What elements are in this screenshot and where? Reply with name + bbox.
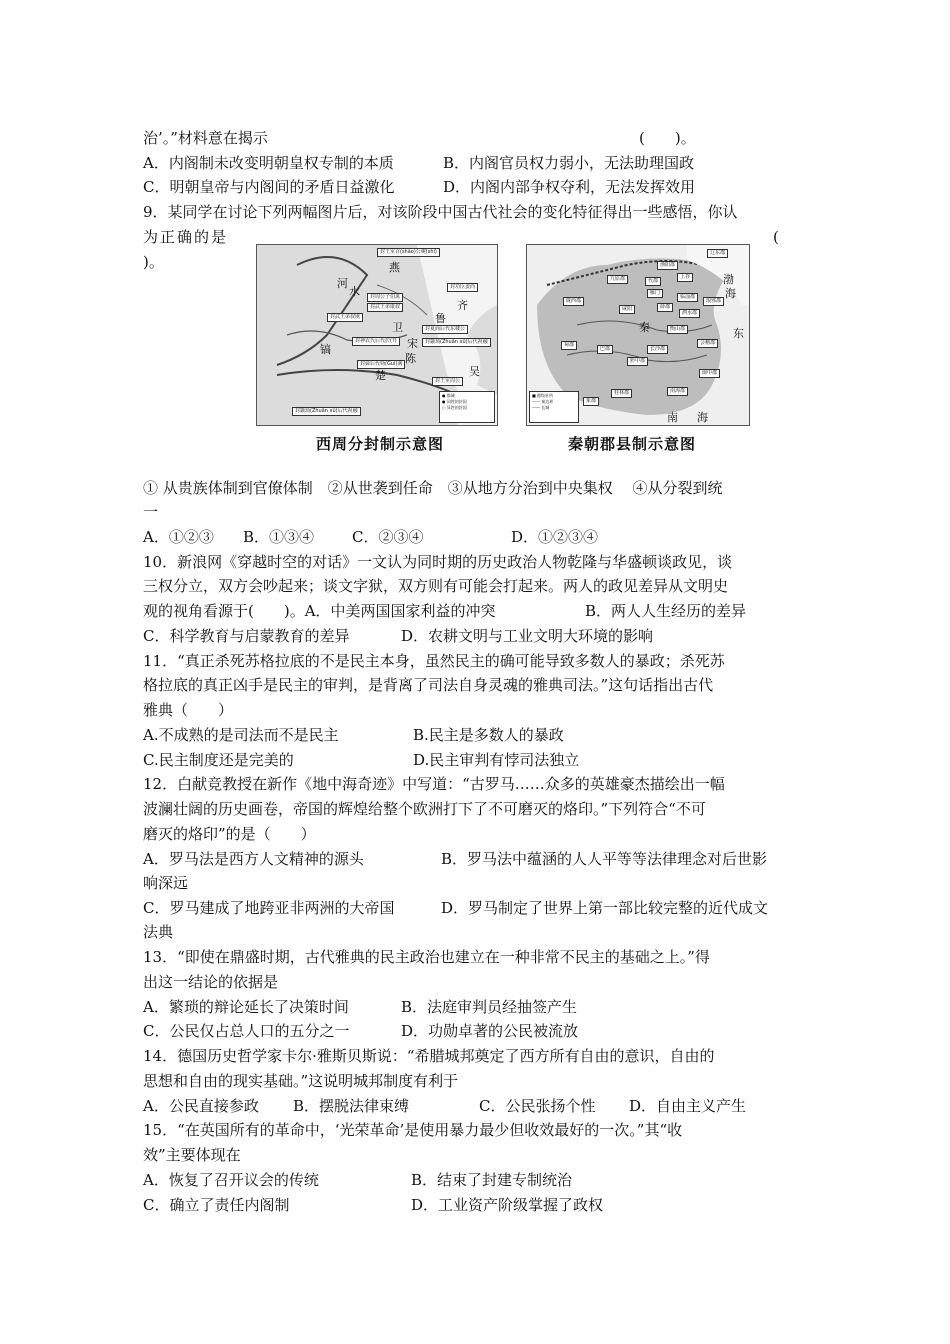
q12-options-ab — [143, 849, 768, 869]
q9-option-a: A．①②③ — [143, 528, 214, 546]
map1-region: 卫 — [392, 321, 403, 334]
q12-options-cd — [143, 898, 769, 918]
q12-option-b: B．罗马法中蕴涵的人人平等等法律理念对后世影 — [441, 850, 768, 868]
q12-line1: 12．白献竞教授在新作《地中海奇迹》中写道：“古罗马……众多的英雄豪杰描绘出一幅 — [143, 775, 725, 793]
western-zhou-map — [256, 244, 498, 426]
q12-option-d: D．罗马制定了世界上第一部比较完整的近代成文 — [441, 899, 769, 917]
q15-line2: 效”主要体现在 — [143, 1146, 241, 1164]
q9-option-d: D．①②③④ — [511, 528, 599, 546]
q12-option-a: A．罗马法是西方人文精神的源头 — [143, 850, 364, 868]
map2-label: 桂林郡 — [611, 389, 632, 398]
map2-label: 雁门 — [647, 289, 663, 298]
q13-option-b: B．法庭审判员经抽签产生 — [401, 998, 578, 1016]
map2-label: 渔阳郡 — [657, 261, 678, 270]
map2-region: 秦 — [639, 321, 650, 334]
q13-option-c: C．公民仅占总人口的五分之一 — [143, 1022, 350, 1040]
q9-stem-line2: 为正确的是 ( — [143, 228, 781, 246]
map1-region: 陈 — [405, 352, 416, 365]
q9-items-cont: 一 — [143, 503, 159, 521]
q8-stem: 治’。”材料意在揭示 ( )。 — [143, 129, 696, 147]
western-zhou-map-caption: 西周分封制示意图 — [316, 435, 445, 453]
q11-line1: 11．“真正杀死苏格拉底的不是民主本身，虽然民主的确可能导致多数人的暴政；杀死苏 — [143, 652, 725, 670]
q13-option-a: A．繁琐的辩论延长了决策时间 — [143, 998, 349, 1016]
q15-options-ab — [143, 1170, 573, 1190]
map2-label: 巴郡 — [597, 345, 613, 354]
map1-label: 封舜后代妫(Gui)满 — [357, 360, 405, 369]
map1-label: 封周公子伯禽 — [367, 293, 403, 302]
map2-region: 东 — [733, 327, 744, 340]
q12-line2: 波澜壮阔的历史画卷，帝国的辉煌给整个欧洲打下了不可磨灭的烙印。”下列符合“不可 — [143, 800, 706, 818]
q8-options-cd — [143, 177, 696, 197]
map2-label: 九原郡 — [607, 275, 628, 284]
q13-options-cd — [143, 1021, 579, 1041]
q10-option-d: D．农耕文明与工业文明大环境的影响 — [401, 627, 654, 645]
q11-option-c: C.民主制度还是完美的 — [143, 751, 294, 769]
q12-option-c: C．罗马建成了地跨亚非两洲的大帝国 — [143, 899, 395, 917]
q14-option-b: B．摆脱法律束缚 — [293, 1097, 410, 1115]
q10-line3: 观的视角看源于( )。A．中美两国国家利益的冲突 B．两人人生经历的差异 — [143, 602, 747, 620]
q10-line1: 10．新浪网《穿越时空的对话》一文认为同时期的历史政治人物乾隆与华盛顿谈政见，谈 — [143, 553, 733, 571]
map2-label: 临淄郡 — [677, 293, 698, 302]
q8-option-b: B．内阁官员权力弱小，无法助理国政 — [443, 154, 695, 172]
q11-option-d: D.民主审判有悖司法独立 — [413, 751, 580, 769]
map1-label: 封王室召(shào)公奭(shì) — [377, 248, 440, 257]
map1-label: 封武王弟康叔 — [367, 303, 403, 312]
q8-paren: ( )。 — [639, 129, 696, 147]
map2-label: 闽中郡 — [699, 369, 720, 378]
map2-label: 琅邪郡 — [703, 297, 724, 306]
q15-option-d: D．工业资产阶级掌握了政权 — [411, 1196, 604, 1214]
map1-region: 水 — [349, 285, 360, 298]
q9-stem-line1: 9．某同学在讨论下列两幅图片后，对该阶段中国古代社会的变化特征得出一些感悟，你认 — [143, 203, 738, 221]
map2-label: 南海郡 — [667, 387, 688, 396]
q14-option-d: D．自由主义产生 — [629, 1097, 747, 1115]
map1-label: 封武王弟叔虞 — [327, 313, 363, 322]
map2-label: 衡山郡 — [667, 325, 688, 334]
map2-label: 辽东郡 — [707, 249, 728, 258]
q15-options-cd — [143, 1195, 604, 1215]
map1-region: 燕 — [389, 261, 400, 274]
map1-region: 镐 — [320, 343, 331, 356]
map1-region: 宋 — [407, 337, 418, 350]
q14-line1: 14．德国历史哲学家卡尔·雅斯贝斯说：“希腊城邦奠定了西方所有自由的意识，自由的 — [143, 1047, 715, 1065]
map1-legend: ● 都城 ● 同姓的封国 ○ 异姓的封国 — [439, 391, 495, 423]
map2-label: 象郡 — [583, 397, 599, 406]
map2-region: 南 — [667, 411, 678, 424]
q11-options-cd — [143, 750, 580, 770]
q15-line1: 15．“在英国所有的革命中，‘光荣革命’是使用暴力最少但收效最好的一次。”其“收 — [143, 1121, 683, 1139]
q11-line2: 格拉底的真正凶手是民主的审判，是背离了司法自身灵魂的雅典司法。”这句话指出古代 — [143, 676, 714, 694]
map1-label: 封颛顼(Zhuān xū)后代祝融 — [292, 407, 361, 416]
q14-line2: 思想和自由的现实基础。”这说明城邦制度有利于 — [143, 1072, 459, 1090]
map1-label: 封夏商后代东楼公 — [422, 325, 468, 334]
q14-options — [143, 1096, 747, 1116]
map1-region: 楚 — [375, 369, 386, 382]
map2-label: 长沙郡 — [647, 345, 668, 354]
map1-label: 封功臣姜尚 — [447, 283, 478, 292]
q10-option-b: B．两人人生经历的差异 — [585, 602, 747, 620]
q12-option-b-cont: 响深远 — [143, 874, 189, 892]
map1-label: 封神农氏后代於(?) — [352, 337, 400, 346]
map2-label: 泗水郡 — [679, 309, 700, 318]
q11-options-ab — [143, 725, 564, 745]
q13-option-d: D．功勋卓著的公民被流放 — [401, 1022, 579, 1040]
q13-line1: 13．“即使在鼎盛时期，古代雅典的民主政治也建立在一种非常不民主的基础之上。”得 — [143, 948, 710, 966]
q13-options-ab — [143, 997, 578, 1017]
map2-region: 海 — [697, 411, 708, 424]
map2-label: 咸阳 — [619, 305, 635, 314]
q9-options — [143, 527, 599, 547]
q10-option-c: C．科学教育与启蒙教育的差异 — [143, 627, 350, 645]
q10-line2: 三权分立，双方会吵起来；谈文字狱，双方则有可能会打起来。两人的政见差异从文明史 — [143, 577, 729, 595]
map2-label: 陇西郡 — [563, 297, 584, 306]
q11-option-b: B.民主是多数人的暴政 — [413, 726, 564, 744]
q8-option-d: D．内阁内部争权夺利，无法发挥效用 — [443, 178, 696, 196]
q9-items: ① 从贵族体制到官僚体制 ②从世袭到任命 ③从地方分治到中央集权 ④从分裂到统 — [143, 479, 723, 497]
q13-line2: 出这一结论的依据是 — [143, 973, 279, 991]
map2-label: 会稽郡 — [697, 339, 718, 348]
q14-option-a: A．公民直接参政 — [143, 1097, 259, 1115]
map2-label: 黔中郡 — [627, 357, 648, 366]
qin-map-caption: 秦朝郡县制示意图 — [568, 435, 697, 453]
map2-label: 代郡 — [645, 277, 661, 286]
map2-label: 蜀郡 — [561, 341, 577, 350]
map2-label: 薛郡 — [657, 303, 673, 312]
q11-line3: 雅典（ ） — [143, 701, 234, 719]
q9-option-c: C．②③④ — [352, 528, 424, 546]
map2-label: 上谷 — [677, 273, 693, 282]
map1-label: 封王室周公 — [432, 377, 463, 386]
q9-option-b: B．①③④ — [243, 528, 315, 546]
q8-option-a: A．内阁制未改变明朝皇权专制的本质 — [143, 154, 394, 172]
map1-region: 齐 — [457, 299, 468, 312]
q9-stem-line3: )。 — [143, 253, 164, 271]
q15-option-a: A．恢复了召开议会的传统 — [143, 1171, 319, 1189]
map2-legend: ■ 郡级驻所 —— 秦边界 —— 长城 — [529, 391, 579, 423]
map1-label: 封颛顼(Zhuān xū)后代祝融 — [422, 338, 491, 347]
q8-option-c: C．明朝皇帝与内阁间的矛盾日益激化 — [143, 178, 395, 196]
q12-option-d-cont: 法典 — [143, 923, 174, 941]
q10-options-cd — [143, 626, 654, 646]
map1-region: 吴 — [469, 365, 480, 378]
map1-region: 鲁 — [435, 312, 446, 325]
q12-line3: 磨灭的烙印”的是（ ） — [143, 825, 316, 843]
q14-option-c: C．公民张扬个性 — [479, 1097, 596, 1115]
q15-option-c: C．确立了责任内阁制 — [143, 1196, 290, 1214]
map1-region: 河 — [337, 277, 348, 290]
map2-region: 海 — [725, 287, 736, 300]
q15-option-b: B．结束了封建专制统治 — [411, 1171, 573, 1189]
q8-options-ab — [143, 153, 695, 173]
q11-option-a: A.不成熟的是司法而不是民主 — [143, 726, 339, 744]
map2-region: 渤 — [723, 273, 734, 286]
qin-map — [526, 244, 750, 426]
